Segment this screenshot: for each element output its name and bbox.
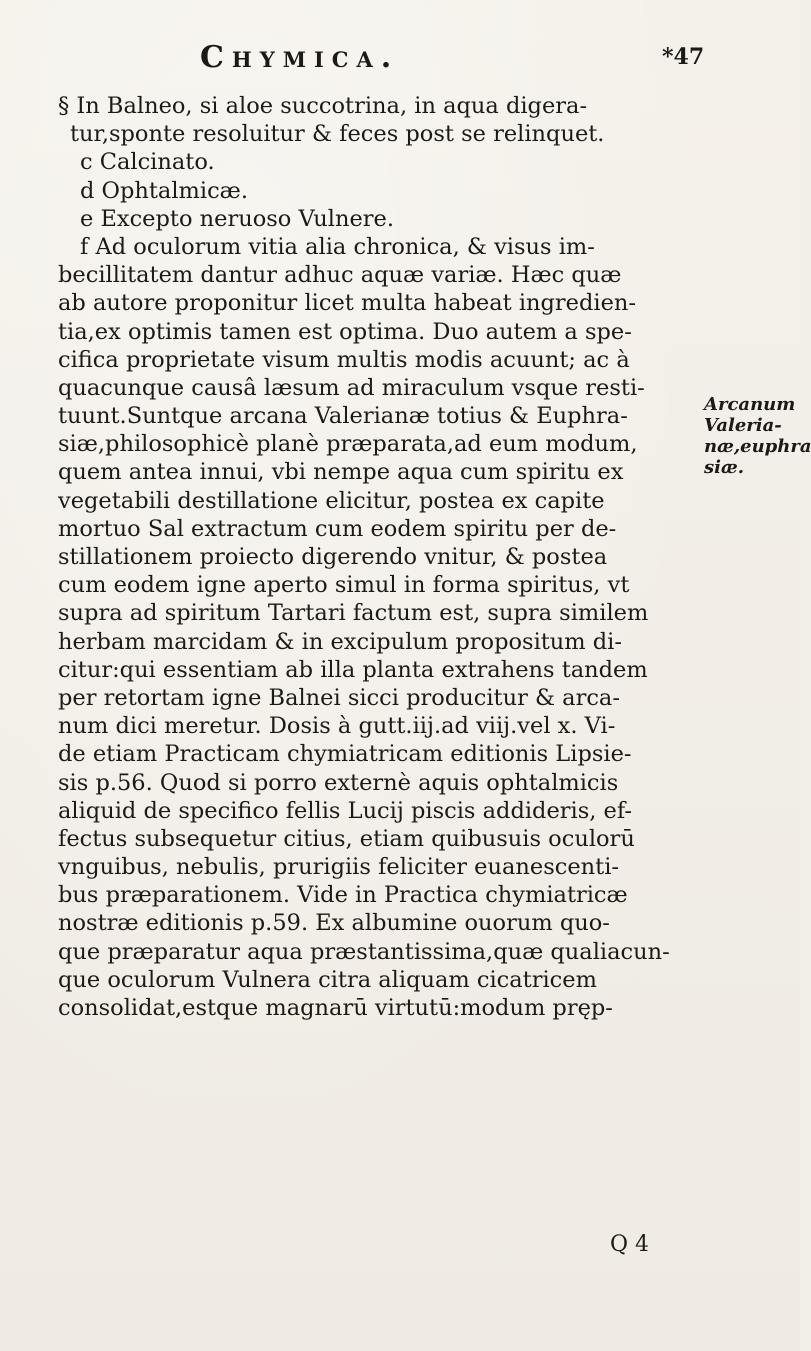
- text-line: d Ophtalmicæ.: [80, 177, 248, 204]
- margin-note: [704, 394, 811, 478]
- text-line: f Ad oculorum vitia alia chronica, & visus im-: [80, 233, 595, 260]
- text-line: sis p.56. Quod si porro externè aquis ophtalmicis: [58, 769, 619, 796]
- text-line: supra ad spiritum Tartari factum est, supra similem: [58, 600, 649, 627]
- text-line: aliquid de specifico fellis Lucij piscis addideris, ef-: [58, 797, 633, 824]
- text-line: que oculorum Vulnera citra aliquam cicatricem: [58, 966, 597, 993]
- text-line: mortuo Sal extractum cum eodem spiritu per de-: [58, 515, 617, 542]
- text-line: que præparatur aqua præstantissima,quæ qualiacun-: [58, 938, 670, 965]
- margin-note-line: næ,euphra: [704, 436, 811, 457]
- text-line: cum eodem igne aperto simul in forma spiritus, vt: [58, 572, 630, 599]
- margin-note-line: Valeria-: [704, 415, 782, 436]
- text-line: de etiam Practicam chymiatricam editionis Lipsie-: [58, 741, 632, 768]
- text-line: tia,ex optimis tamen est optima. Duo autem a spe-: [58, 318, 632, 345]
- text-line: tur,sponte resoluitur & feces post se relinquet.: [70, 121, 605, 148]
- text-line: nostræ editionis p.59. Ex albumine ouorum quo-: [58, 910, 610, 937]
- text-line: c Calcinato.: [80, 149, 215, 176]
- text-line: cifica proprietate visum multis modis acuunt; ac à: [58, 346, 630, 373]
- text-line: vegetabili destillatione elicitur, postea ex capite: [58, 487, 605, 514]
- text-line: becillitatem dantur adhuc aquæ variæ. Hæc quæ: [58, 262, 622, 289]
- text-line: stillationem proiecto digerendo vnitur, & postea: [58, 544, 608, 570]
- text-line: siæ,philosophicè planè præparata,ad eum modum,: [58, 431, 638, 458]
- text-line: consolidat,estque magnarū virtutū:modum pręp-: [58, 995, 613, 1021]
- text-line: quacunque causâ læsum ad miraculum vsque resti-: [58, 374, 645, 401]
- text-line: citur:qui essentiam ab illa planta extrahens tandem: [58, 656, 648, 683]
- running-head: Chymica.: [200, 40, 400, 75]
- body-text: [58, 92, 698, 1022]
- margin-note-line: siæ.: [704, 457, 745, 478]
- page-number: *47: [662, 44, 705, 70]
- text-line: tuunt.Suntque arcana Valerianæ totius & Euphra-: [58, 403, 628, 430]
- text-line: quem antea innui, vbi nempe aqua cum spiritu ex: [58, 459, 624, 486]
- catchword: Q 4: [610, 1232, 650, 1257]
- text-line: fectus subsequetur citius, etiam quibusuis oculorū: [58, 825, 635, 852]
- text-line: § In Balneo, si aloe succotrina, in aqua digera-: [58, 93, 588, 119]
- text-line: bus præparationem. Vide in Practica chymiatricæ: [58, 882, 628, 909]
- text-line: ab autore proponitur licet multa habeat ingredien-: [58, 290, 637, 317]
- text-line: per retortam igne Balnei sicci producitur & arca-: [58, 684, 620, 711]
- text-line: num dici meretur. Dosis à gutt.iij.ad viij.vel x. Vi-: [58, 713, 616, 740]
- margin-note-line: Arcanum: [704, 394, 796, 415]
- text-line: vnguibus, nebulis, prurigiis feliciter euanescenti-: [58, 854, 619, 881]
- text-line: herbam marcidam & in excipulum propositum di-: [58, 628, 622, 655]
- text-line: e Excepto neruoso Vulnere.: [80, 205, 395, 232]
